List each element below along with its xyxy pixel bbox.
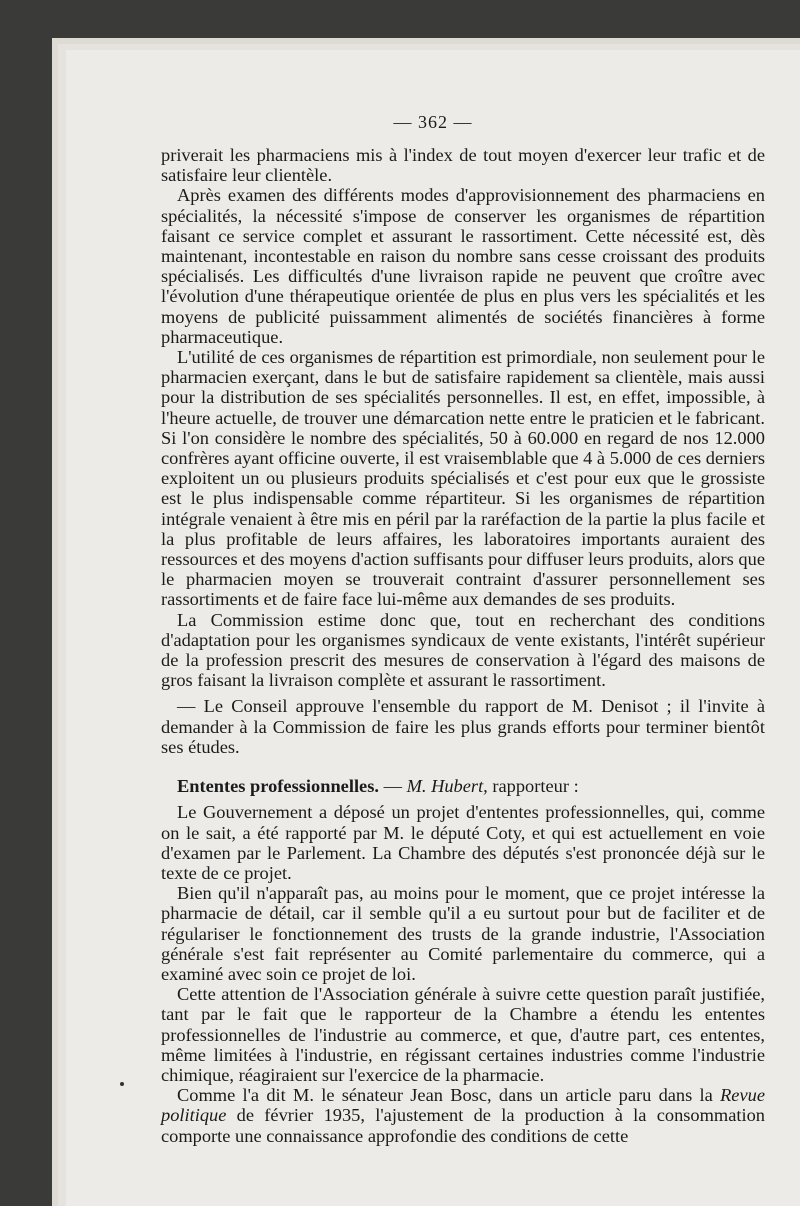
paragraph-commission: La Commission estime donc que, tout en recherchant des conditions d'adaptation pour les organismes syndicaux de vente existants, l'intérêt supérieur de la profession prescrit des mesures de conservation à l'égard des maisons de gros faisant la livraison complète et assurant le rassortiment. <box>161 609 765 691</box>
document-page <box>66 50 800 1206</box>
paragraph-bosc <box>161 1085 765 1146</box>
paragraph-utilite: L'utilité de ces organismes de répartition est primordiale, non seulement pour le pharmacien exerçant, dans le but de satisfaire rapidement sa clientèle, mais aussi pour la distribution de ses spécialités personnelles. Il est, en effet, impossible, à l'heure actuelle, de trouver une démarcation nette entre le praticien et le fabricant. Si l'on considère le nombre des spécialités, 50 à 60.000 en regard de nos 12.000 confrères ayant officine ouverte, il est vraisemblable que 4 à 5.000 de ces derniers exploitent un ou plusieurs produits spécialisés et c'est pour eux que le grossiste est le plus indispensable comme répartiteur. Si les organismes de répartition intégrale venaient à être mis en péril par la raréfaction de la partie la plus facile et la plus profitable de leurs affaires, les laboratoires importants auraient des ressources et des moyens d'action suffisants pour diffuser leurs produits, alors que le pharmacien moyen se trouverait contraint d'assurer personnellement ses rassortiments et de faire face lui-même aux demandes de ses produits. <box>161 347 765 610</box>
rapporteur-suffix: rapporteur : <box>487 776 579 797</box>
revue-politique-title: Revue politique <box>161 1085 765 1126</box>
ink-dot <box>120 1082 124 1086</box>
body-text <box>161 145 765 1146</box>
paragraph-gouvernement: Le Gouvernement a déposé un projet d'ententes professionnelles, qui, comme on le sait, a été rapporté par M. le député Coty, et qui est actuellement en voie d'examen par le Parlement. La Chambre des députés s'est prononcée déjà sur le texte de ce projet. <box>161 802 765 883</box>
paragraph-bien-qu: Bien qu'il n'apparaît pas, au moins pour le moment, que ce projet intéresse la pharmacie de détail, car il semble qu'il a eu surtout pour but de faciliter et de régulariser le fonctionnement des trusts de la grande industrie, l'Association générale s'est fait représenter au Comité parlementaire du commerce, qui a examiné avec soin ce projet de loi. <box>161 883 765 984</box>
section-title: Ententes professionnelles. <box>177 776 379 797</box>
rapporteur-name: M. Hubert, <box>406 776 488 797</box>
paragraph-attention: Cette attention de l'Association générale à suivre cette question paraît justifiée, tant par le fait que le rapporteur de la Chambre a étendu les ententes professionnelles de l'industrie au commerce, et que, d'autre part, ces ententes, même limitées à l'industrie, en régissant certaines industries comme l'industrie chimique, réagiraient sur l'exercice de la pharmacie. <box>161 984 765 1085</box>
paragraph-conseil: — Le Conseil approuve l'ensemble du rapport de M. Denisot ; il l'invite à demander à la Commission de faire les plus grands efforts pour terminer bientôt ses études. <box>161 696 765 757</box>
section-heading <box>161 776 765 796</box>
paragraph-approvisionnement: Après examen des différents modes d'approvisionnement des pharmaciens en spécialités, la nécessité s'impose de conserver les organismes de répartition faisant ce service complet et assurant le rassortiment. Cette nécessité est, dès maintenant, incontestable en raison du nombre sans cesse croissant des produits spécialisés. Les difficultés d'une livraison rapide ne peuvent que croître avec l'évolution d'une thérapeutique orientée de plus en plus vers les spécialités et les moyens de publicité puissamment alimentés de sociétés financières à forme pharmaceutique. <box>161 185 765 347</box>
paragraph-bosc-after: de février 1935, l'ajustement de la production à la consommation comporte une connaissance approfondie des conditions de cette <box>161 1105 765 1146</box>
section-dash: — <box>378 776 407 797</box>
paragraph-bosc-before: Comme l'a dit M. le sénateur Jean Bosc, dans un article paru dans la <box>177 1085 721 1106</box>
page-number: — 362 — <box>393 112 473 132</box>
paragraph-continuation: priverait les pharmaciens mis à l'index de tout moyen d'exercer leur trafic et de satisfaire leur clientèle. <box>161 145 765 186</box>
